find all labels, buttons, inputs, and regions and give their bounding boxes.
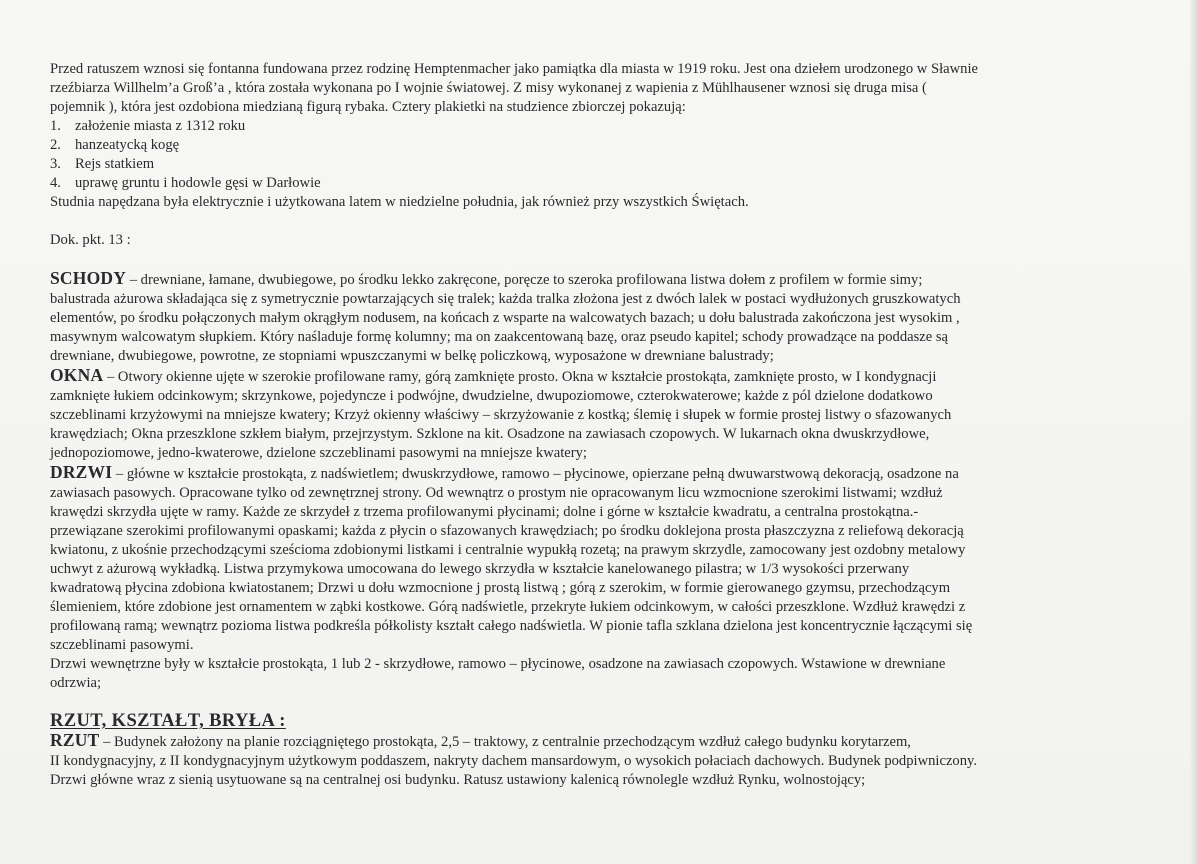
- list-item: [50, 136, 1150, 155]
- list-item: [50, 155, 1150, 174]
- section-text: – Otwory okienne ujęte w szerokie profilowane ramy, górą zamknięte prosto. Okna w kształcie prostokąta, zamknięte prosto, w I kondygnacji: [103, 369, 937, 385]
- list-item-text: uprawę gruntu i hodowle gęsi w Darłowie: [75, 175, 321, 191]
- intro-line: rzeźbiarza Willhelm’a Groß’a , która została wykonana po I wojnie światowej. Z misy wykonanej z wapienia z Mühlhausener wznosi się druga misa (: [50, 80, 927, 96]
- section-line: balustrada ażurowa składająca się z symetrycznie powtarzających się tralek; każda tralka złożona jest z dwóch lalek w postaci wydłużonych gruszkowatych: [50, 291, 961, 307]
- section-line: profilowaną ramą; wewnątrz pozioma listwa podkreśla półkolisty kształt całego nadświetla. W pionie tafla szklana dzielona jest koncentrycznie łączącymi się: [50, 618, 973, 634]
- section-heading: RZUT: [50, 730, 100, 750]
- section-line: krawędziach; Okna przeszklone szkłem białym, przejrzystym. Szklone na kit. Osadzone na zawiasach czopowych. W lukarnach okna dwuskrzydłowe,: [50, 426, 930, 442]
- intro-line: Przed ratuszem wznosi się fontanna fundowana przez rodzinę Hemptenmacher jako pamiątka dla miasta w 1919 roku. Jest ona dziełem urodzonego w Sławnie: [50, 61, 979, 77]
- list-item-text: założenie miasta z 1312 roku: [75, 118, 246, 134]
- section-first-line: [50, 731, 1150, 752]
- section-line: drewniane, dwubiegowe, powrotne, ze stopniami wpuszczanymi w belkę policzkową, wyposażone w drewniane balustrady;: [50, 348, 774, 364]
- section-rzut: [50, 712, 1150, 790]
- page-edge-shadow: [1190, 0, 1198, 864]
- list-item-number: 4.: [50, 175, 61, 191]
- section-first-line: [50, 366, 1150, 387]
- section-text: – Budynek założony na planie rozciągniętego prostokąta, 2,5 – traktowy, z centralnie przechodzącym wzdłuż całego budynku korytarzem,: [99, 734, 911, 750]
- intro-line: pojemnik ), która jest ozdobiona miedzianą figurą rybaka. Cztery plakietki na studzience zbiorczej pokazują:: [50, 99, 686, 115]
- spacer: [50, 250, 1150, 269]
- spacer: [50, 212, 1150, 231]
- section-text: – drewniane, łamane, dwubiegowe, po środku lekko zakręcone, poręcze to szeroka profilowana listwa dołem z profilem w formie simy;: [126, 272, 923, 288]
- intro-closing: Studnia napędzana była elektrycznie i użytkowana latem w niedzielne południa, jak również przy wszystkich Świętach.: [50, 194, 749, 210]
- document-body: [50, 60, 1150, 790]
- list-item-number: 3.: [50, 156, 61, 172]
- plaques-list: [50, 117, 1150, 193]
- section-drzwi: [50, 463, 1150, 693]
- section-first-line: [50, 463, 1150, 484]
- section-line: jednopoziomowe, jedno-kwaterowe, dzielone szczeblinami pasowymi na mniejsze kwatery;: [50, 445, 587, 461]
- section-line: Drzwi główne wraz z sienią usytuowane są na centralnej osi budynku. Ratusz ustawiony kalenicą równolegle wzdłuż Rynku, wolnostojący;: [50, 772, 866, 788]
- section-line: krawędzi skrzydła ujęte w ramy. Każde ze skrzydeł z trzema profilowanymi płycinami; dolne i górne w kształcie kwadratu, a centralna prostokątna.-: [50, 504, 919, 520]
- section-line: kwiatonu, z ukośnie przechodzącymi sześcioma zdobionymi listkami i centralnie wypukłą rozetą; na prawym skrzydle, zamocowany jest ozdobny metalowy: [50, 542, 966, 558]
- section-heading: SCHODY: [50, 268, 127, 288]
- section-line: Drzwi wewnętrzne były w kształcie prostokąta, 1 lub 2 - skrzydłowe, ramowo – płycinowe, osadzone na zawiasach czopowych. Wstawione w drewniane: [50, 656, 946, 672]
- intro-paragraph: [50, 60, 1150, 117]
- section-text: – główne w kształcie prostokąta, z nadświetlem; dwuskrzydłowe, ramowo – płycinowe, opierzane pełną dwuwarstwową dekoracją, osadzone na: [112, 466, 959, 482]
- list-item: [50, 117, 1150, 136]
- section-line: masywnym walcowatym słupkiem. Który naśladuje formę kolumny; ma on zaakcentowaną bazę, oraz pseudo kapitel; schody prowadzące na poddasze są: [50, 329, 949, 345]
- list-item-text: hanzeatycką kogę: [75, 137, 180, 153]
- list-item-text: Rejs statkiem: [75, 156, 155, 172]
- section-line: zawiasach pasowych. Opracowane tylko od zewnętrznej strony. Od wewnątrz o prostym nie opracowanym licu wzmocnione szerokimi listwami; wzdłuż: [50, 485, 943, 501]
- section-line: elementów, po środku połączonych małym okrągłym nodusem, na końcach z wsparte na walcowatych bazach; u dołu balustrada zakończona jest wysokim ,: [50, 310, 960, 326]
- doc-reference: Dok. pkt. 13 :: [50, 232, 131, 248]
- section-line: ślemieniem, które zdobione jest ornamentem w ząbki kostkowe. Górą nadświetle, przekryte łukiem odcinkowym, w całości przeszklone. Wzdłuż krawędzi z: [50, 599, 966, 615]
- section-heading: OKNA: [50, 365, 104, 385]
- section-heading: DRZWI: [50, 462, 113, 482]
- section-line: odrzwia;: [50, 675, 102, 691]
- spacer: [50, 693, 1150, 712]
- section-line: szczeblinami krzyżowymi na mniejsze kwatery; Krzyż okienny właściwy – skrzyżowanie z kostką; ślemię i słupek w formie prostej listwy o sfazowanych: [50, 407, 952, 423]
- section-line: uchwyt z ażurową wykładką. Listwa przymykowa umocowana do lewego skrzydła w kształcie kanelowanego pilastra; w 1/3 wysokości przerwany: [50, 561, 910, 577]
- section-okna: [50, 366, 1150, 463]
- section-schody: [50, 269, 1150, 366]
- list-item: [50, 174, 1150, 193]
- section-line: II kondygnacyjny, z II kondygnacyjnym użytkowym poddaszem, nakryty dachem mansardowym, o wysokich połaciach dachowych. Budynek podpiwniczony.: [50, 753, 978, 769]
- section-line: szczeblinami pasowymi.: [50, 637, 194, 653]
- list-item-number: 1.: [50, 118, 61, 134]
- section-line: przewiązane szerokimi profilowanymi opaskami; każda z płycin o sfazowanych krawędziach; po środku doklejona prosta płaszczyzna z reliefową dekoracją: [50, 523, 964, 539]
- section-line: kwadratową płycina zdobiona kwiatostanem; Drzwi u dołu wzmocnione j prostą listwą ; górą z szerokim, w formie gierowanego gzymsu, przechodzącym: [50, 580, 951, 596]
- section-line: zamknięte łukiem odcinkowym; skrzynkowe, pojedyncze i podwójne, dwudzielne, dwupoziomowe, czterokwaterowe; każde z pól dzielone dodatkowo: [50, 388, 933, 404]
- section-first-line: [50, 269, 1150, 290]
- list-item-number: 2.: [50, 137, 61, 153]
- section-title: RZUT, KSZTAŁT, BRYŁA :: [50, 711, 286, 731]
